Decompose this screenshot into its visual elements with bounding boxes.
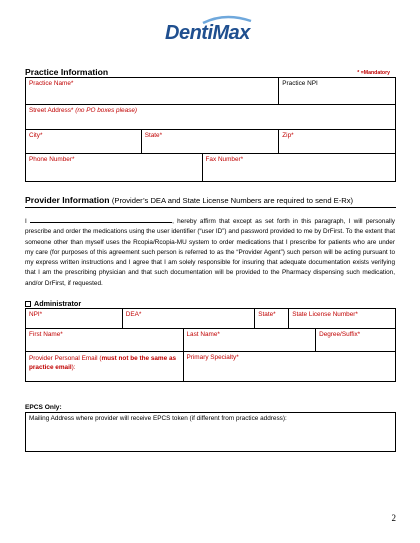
- last-name-field[interactable]: [183, 329, 316, 352]
- page-number: 2: [391, 513, 396, 523]
- state-license-label: State License Number*: [292, 311, 358, 318]
- dea-field[interactable]: [122, 309, 255, 329]
- mandatory-note: * =Mandatory: [357, 70, 390, 76]
- admin-state-label: State*: [258, 311, 276, 318]
- agreement-start: I: [25, 218, 27, 225]
- practice-name-field[interactable]: [26, 78, 279, 105]
- street-address-note: (no PO boxes please): [75, 107, 137, 114]
- epcs-title: EPCS Only:: [25, 404, 62, 411]
- provider-title-text: Provider Information: [25, 195, 110, 205]
- npi-label: NPI*: [29, 311, 43, 318]
- email-label-end: ):: [71, 364, 76, 371]
- degree-label: Degree/Suffix*: [319, 331, 361, 338]
- primary-specialty-field[interactable]: [183, 352, 396, 382]
- practice-form: [25, 77, 396, 182]
- fax-field[interactable]: [202, 154, 395, 182]
- personal-email-field[interactable]: [26, 352, 184, 382]
- state-label: State*: [144, 132, 163, 139]
- provider-agreement-paragraph: [25, 217, 395, 289]
- first-name-field[interactable]: [26, 329, 184, 352]
- degree-field[interactable]: [316, 329, 396, 352]
- provider-title-rule: [25, 207, 396, 208]
- admin-state-field[interactable]: [255, 309, 289, 329]
- primary-specialty-label: Primary Specialty*: [186, 354, 239, 361]
- city-field[interactable]: [26, 130, 142, 154]
- epcs-mailing-address-field[interactable]: [26, 413, 396, 452]
- provider-name-blank[interactable]: [30, 217, 172, 223]
- state-field[interactable]: [141, 130, 279, 154]
- phone-field[interactable]: [26, 154, 203, 182]
- street-address-field[interactable]: [26, 105, 396, 130]
- first-name-label: First Name*: [29, 331, 63, 338]
- street-address-label: Street Address*: [29, 107, 74, 114]
- administrator-title: Administrator: [34, 299, 82, 308]
- agreement-text: , hereby affirm that except as set forth in this paragraph, I will personally prescribe and order the medications using the user identifier (“user ID”) and password provided to me by DrFirst. To the extent that someone other than myself uses the Rcopia/Rcopia-MU system to order medications that I prescribe for patients who are under my care (for purposes of this agreement such person is referred to as the “Provider Agent”) such person will be acting pursuant to my express written instructions and I agree that I am solely responsible for insuring that adequate documentation exists verifying that I am the prescribing physician and that such documentation will be provided to the Pharmacy dispensing such medication, and/or DrFirst, if requested.: [25, 218, 395, 287]
- practice-name-label: Practice Name*: [29, 80, 74, 87]
- fax-label: Fax Number*: [205, 156, 244, 163]
- logo-text: DentiMax: [165, 22, 250, 44]
- state-license-field[interactable]: [289, 309, 396, 329]
- last-name-label: Last Name*: [186, 331, 220, 338]
- city-label: City*: [29, 132, 43, 139]
- administrator-form: [25, 308, 396, 382]
- email-warning: must not be the same as practice email: [29, 355, 177, 371]
- provider-subtitle: (Provider’s DEA and State License Numbers are required to send E-Rx): [111, 196, 354, 205]
- practice-npi-field[interactable]: [279, 78, 396, 105]
- practice-information-title: Practice Information: [25, 67, 109, 77]
- phone-label: Phone Number*: [29, 156, 75, 163]
- administrator-checkbox[interactable]: [25, 301, 31, 307]
- practice-npi-label: Practice NPI: [282, 80, 318, 87]
- epcs-mailing-label: Mailing Address where provider will receive EPCS token (if different from practice address):: [29, 415, 287, 422]
- dea-label: DEA*: [125, 311, 142, 318]
- epcs-form: [25, 412, 396, 452]
- npi-field[interactable]: [26, 309, 123, 329]
- email-label: Provider Personal Email (: [29, 355, 102, 362]
- zip-label: Zip*: [282, 132, 294, 139]
- dentimax-logo: [163, 14, 263, 48]
- administrator-heading: [25, 299, 81, 308]
- zip-field[interactable]: [279, 130, 396, 154]
- provider-information-title: [25, 195, 353, 205]
